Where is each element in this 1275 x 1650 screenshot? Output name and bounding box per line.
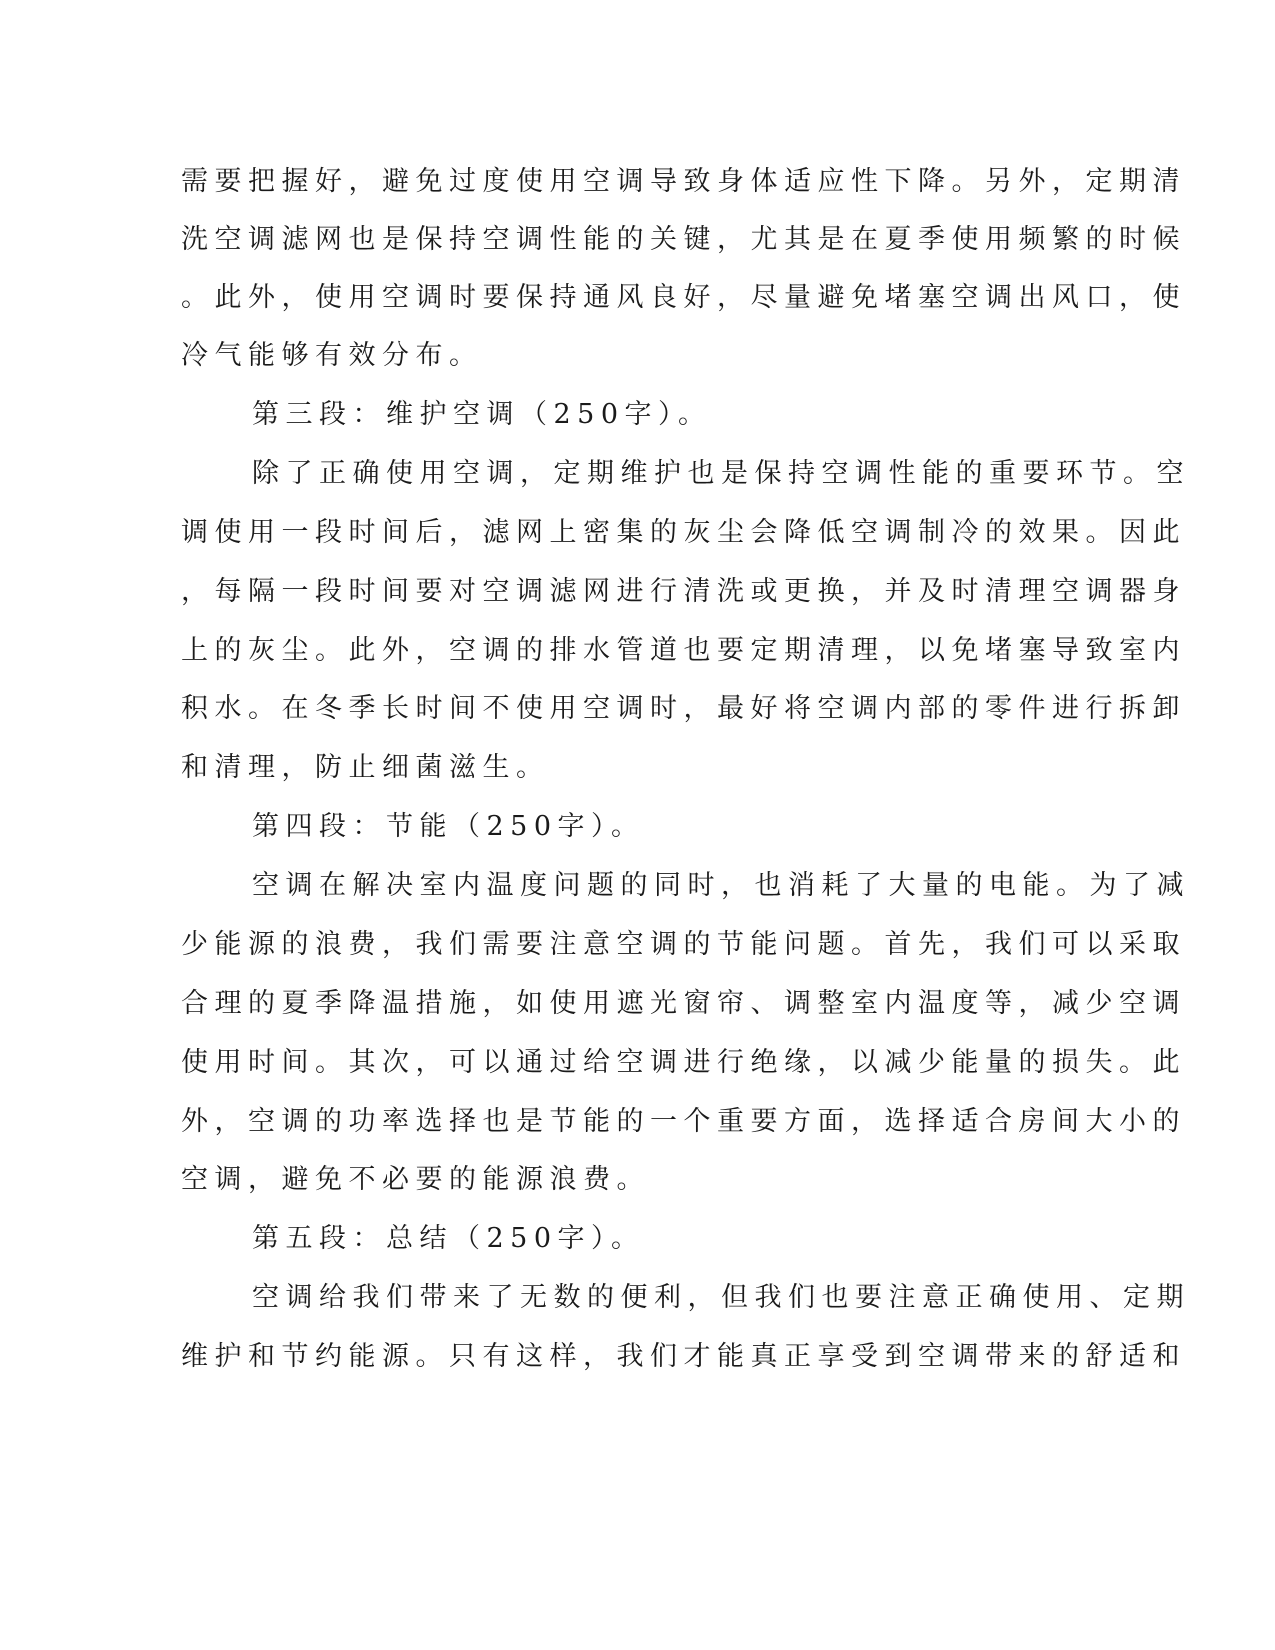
text-line: 少能源的浪费，我们需要注意空调的节能问题。首先，我们可以采取 xyxy=(181,929,1186,960)
text-line: 洗空调滤网也是保持空调性能的关键，尤其是在夏季使用频繁的时候 xyxy=(181,224,1186,255)
text-line: 除了正确使用空调，定期维护也是保持空调性能的重要环节。空 xyxy=(252,458,1190,489)
section-heading-4: 第四段：节能（250字）。 xyxy=(252,811,645,842)
text-line: 和清理，防止细菌滋生。 xyxy=(181,752,550,783)
text-line: 冷气能够有效分布。 xyxy=(181,340,483,371)
text-line: 空调，避免不必要的能源浪费。 xyxy=(181,1164,650,1195)
text-line: 空调在解决室内温度问题的同时，也消耗了大量的电能。为了减 xyxy=(252,870,1190,901)
text-line: 上的灰尘。此外，空调的排水管道也要定期清理，以免堵塞导致室内 xyxy=(181,635,1186,666)
text-line: ，每隔一段时间要对空调滤网进行清洗或更换，并及时清理空调器身 xyxy=(181,576,1186,607)
text-line: 需要把握好，避免过度使用空调导致身体适应性下降。另外，定期清 xyxy=(181,166,1186,197)
text-line: 积水。在冬季长时间不使用空调时，最好将空调内部的零件进行拆卸 xyxy=(181,693,1186,724)
section-heading-3: 第三段：维护空调（250字）。 xyxy=(252,399,712,430)
text-line: 。此外，使用空调时要保持通风良好，尽量避免堵塞空调出风口，使 xyxy=(181,282,1186,313)
text-line: 使用时间。其次，可以通过给空调进行绝缘，以减少能量的损失。此 xyxy=(181,1047,1186,1078)
text-line: 空调给我们带来了无数的便利，但我们也要注意正确使用、定期 xyxy=(252,1282,1190,1313)
text-line: 调使用一段时间后，滤网上密集的灰尘会降低空调制冷的效果。因此 xyxy=(181,517,1186,548)
text-line: 外，空调的功率选择也是节能的一个重要方面，选择适合房间大小的 xyxy=(181,1106,1186,1137)
text-line: 合理的夏季降温措施，如使用遮光窗帘、调整室内温度等，减少空调 xyxy=(181,988,1186,1019)
section-heading-5: 第五段：总结（250字）。 xyxy=(252,1223,645,1254)
text-line: 维护和节约能源。只有这样，我们才能真正享受到空调带来的舒适和 xyxy=(181,1341,1186,1372)
